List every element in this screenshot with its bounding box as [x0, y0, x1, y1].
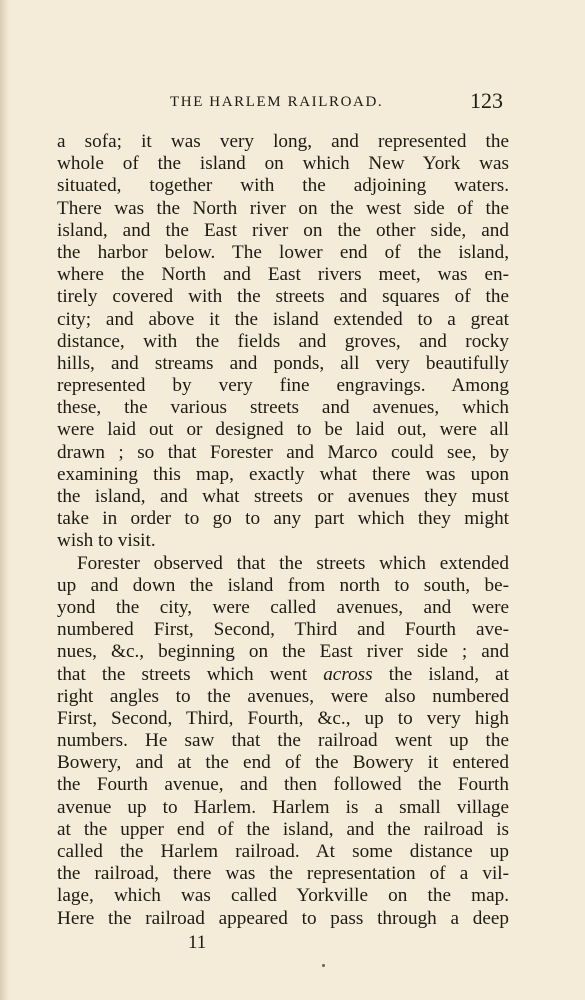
text-line: drawn ; so that Forester and Marco could see, by — [57, 441, 509, 463]
running-head: THE HARLEM RAILROAD. — [170, 94, 384, 110]
text-line: called the Harlem railroad. At some distance up — [57, 841, 509, 862]
text-line: the island, and what streets or avenues they must — [57, 486, 509, 507]
text-line: numbered First, Second, Third and Fourth ave- — [57, 619, 509, 641]
ink-speck — [322, 964, 325, 967]
text-segment: the island, at — [388, 663, 509, 685]
text-line: yond the city, were called avenues, and were — [57, 596, 509, 618]
text-segment: that the streets which went — [57, 663, 308, 685]
text-line-with-italic — [57, 664, 509, 686]
text-line: Here the railroad appeared to pass through a deep — [57, 907, 509, 929]
page-header — [0, 88, 585, 118]
text-line: lage, which was called Yorkville on the map. — [57, 885, 509, 907]
text-line: avenue up to Harlem. Harlem is a small village — [57, 796, 509, 818]
text-line: city; and above it the island extended to a great — [57, 308, 509, 330]
text-line: examining this map, exactly what there was upon — [57, 463, 509, 485]
text-line: island, and the East river on the other side, and — [57, 219, 509, 241]
text-line: the harbor below. The lower end of the island, — [57, 241, 509, 263]
text-line: where the North and East rivers meet, was en- — [57, 264, 509, 286]
text-line: situated, together with the adjoining waters. — [57, 175, 509, 197]
text-line: these, the various streets and avenues, which — [57, 397, 509, 419]
text-line: There was the North river on the west side of the — [57, 197, 509, 219]
text-line: at the upper end of the island, and the railroad is — [57, 818, 509, 840]
text-line: tirely covered with the streets and squares of the — [57, 286, 509, 308]
text-line: nues, &c., beginning on the East river side ; and — [57, 641, 509, 663]
text-line: Bowery, and at the end of the Bowery it entered — [57, 752, 509, 774]
page-number: 123 — [470, 88, 503, 113]
text-line: wish to visit. — [57, 530, 156, 552]
text-line: the Fourth avenue, and then followed the Fourth — [57, 774, 509, 796]
text-line: whole of the island on which New York was — [57, 153, 509, 175]
text-line: hills, and streams and ponds, all very beautifully — [57, 352, 509, 374]
page-edge — [0, 0, 10, 1000]
text-line: up and down the island from north to south, be- — [57, 574, 509, 596]
text-line: numbers. He saw that the railroad went up the — [57, 730, 509, 752]
text-line: distance, with the fields and groves, and rocky — [57, 330, 509, 352]
text-line: take in order to go to any part which they might — [57, 508, 509, 530]
text-line: Forester observed that the streets which extended — [77, 552, 509, 574]
text-line: First, Second, Third, Fourth, &c., up to very high — [57, 707, 509, 729]
italic-word: across — [323, 663, 373, 685]
signature-mark: 11 — [188, 932, 207, 953]
text-line: a sofa; it was very long, and represented the — [57, 131, 509, 152]
text-line: represented by very fine engravings. Among — [57, 375, 509, 397]
body-text — [57, 131, 509, 930]
text-line: were laid out or designed to be laid out, were all — [57, 419, 509, 441]
text-line: right angles to the avenues, were also numbered — [57, 685, 509, 707]
text-line: the railroad, there was the representation of a vil- — [57, 863, 509, 885]
